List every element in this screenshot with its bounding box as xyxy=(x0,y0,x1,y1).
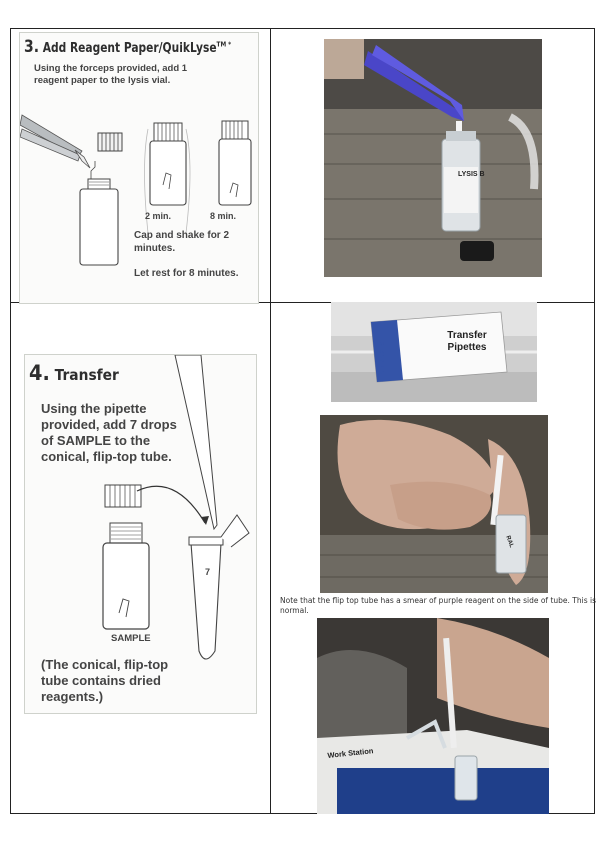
flip-top-tube-icon xyxy=(189,515,249,659)
vial-label-partial: RAL xyxy=(504,535,515,549)
step3-trademark: TM * xyxy=(216,40,232,49)
lysis-vial-label: LYSIS B xyxy=(458,171,485,178)
time-label-2min: 2 min. xyxy=(145,211,172,221)
pipette-box-brand: ABRAXIS xyxy=(380,340,386,375)
workstation-label: Work Station xyxy=(327,746,374,760)
tube-number: 7 xyxy=(205,567,211,577)
sample-label: SAMPLE xyxy=(111,633,151,644)
cap-shake-text: Cap and shake for 2 minutes. xyxy=(134,230,230,254)
cap-icon xyxy=(98,133,122,151)
flip-top-tube-icon xyxy=(455,756,477,800)
photo1-drawing xyxy=(324,39,542,277)
step3-title xyxy=(24,37,231,57)
photo-hands-pipette xyxy=(320,415,548,593)
sample-vial-icon xyxy=(103,523,149,629)
step3-title-text: Add Reagent Paper/QuikLyse xyxy=(42,41,217,56)
table-column-divider xyxy=(270,29,271,813)
time-label-8min: 8 min. xyxy=(210,211,237,221)
transfer-arrow-icon xyxy=(137,486,205,523)
forceps-icon xyxy=(20,115,90,168)
step4-number: 4. xyxy=(29,361,50,385)
photo2-drawing xyxy=(331,302,537,402)
pipette-box-title: Transfer Pipettes xyxy=(447,330,487,353)
step4-panel xyxy=(24,354,257,714)
photo3-drawing xyxy=(320,415,548,593)
photo-work-station xyxy=(317,618,549,814)
vial-cap-icon xyxy=(460,241,494,261)
step4-title-text: Transfer xyxy=(54,366,119,384)
step4-note: (The conical, flip-top tube contains dried reagents.) xyxy=(41,657,169,704)
step3-number: 3. xyxy=(24,37,40,57)
step3-panel xyxy=(19,32,259,304)
instruction-table xyxy=(10,28,595,814)
photo-forceps-lysis-vial xyxy=(324,39,542,277)
step4-instruction: Using the pipette provided, add 7 drops of SAMPLE to the conical, flip-top tube. xyxy=(41,401,177,464)
photo4-drawing xyxy=(317,618,549,814)
vial-resting-icon xyxy=(219,121,251,205)
step4-title xyxy=(29,361,119,385)
cap-icon xyxy=(105,485,141,507)
step3-instruction: Using the forceps provided, add 1 reagent paper to the lysis vial. xyxy=(34,63,188,86)
let-rest-text: Let rest for 8 minutes. xyxy=(134,268,239,279)
lysis-vial-open-icon xyxy=(80,161,118,265)
photo-caption: Note that the flip top tube has a smear of purple reagent on the side of tube. This is normal. xyxy=(280,596,596,615)
foam-tray-icon xyxy=(337,768,549,814)
photo-transfer-pipettes-box xyxy=(331,302,537,402)
